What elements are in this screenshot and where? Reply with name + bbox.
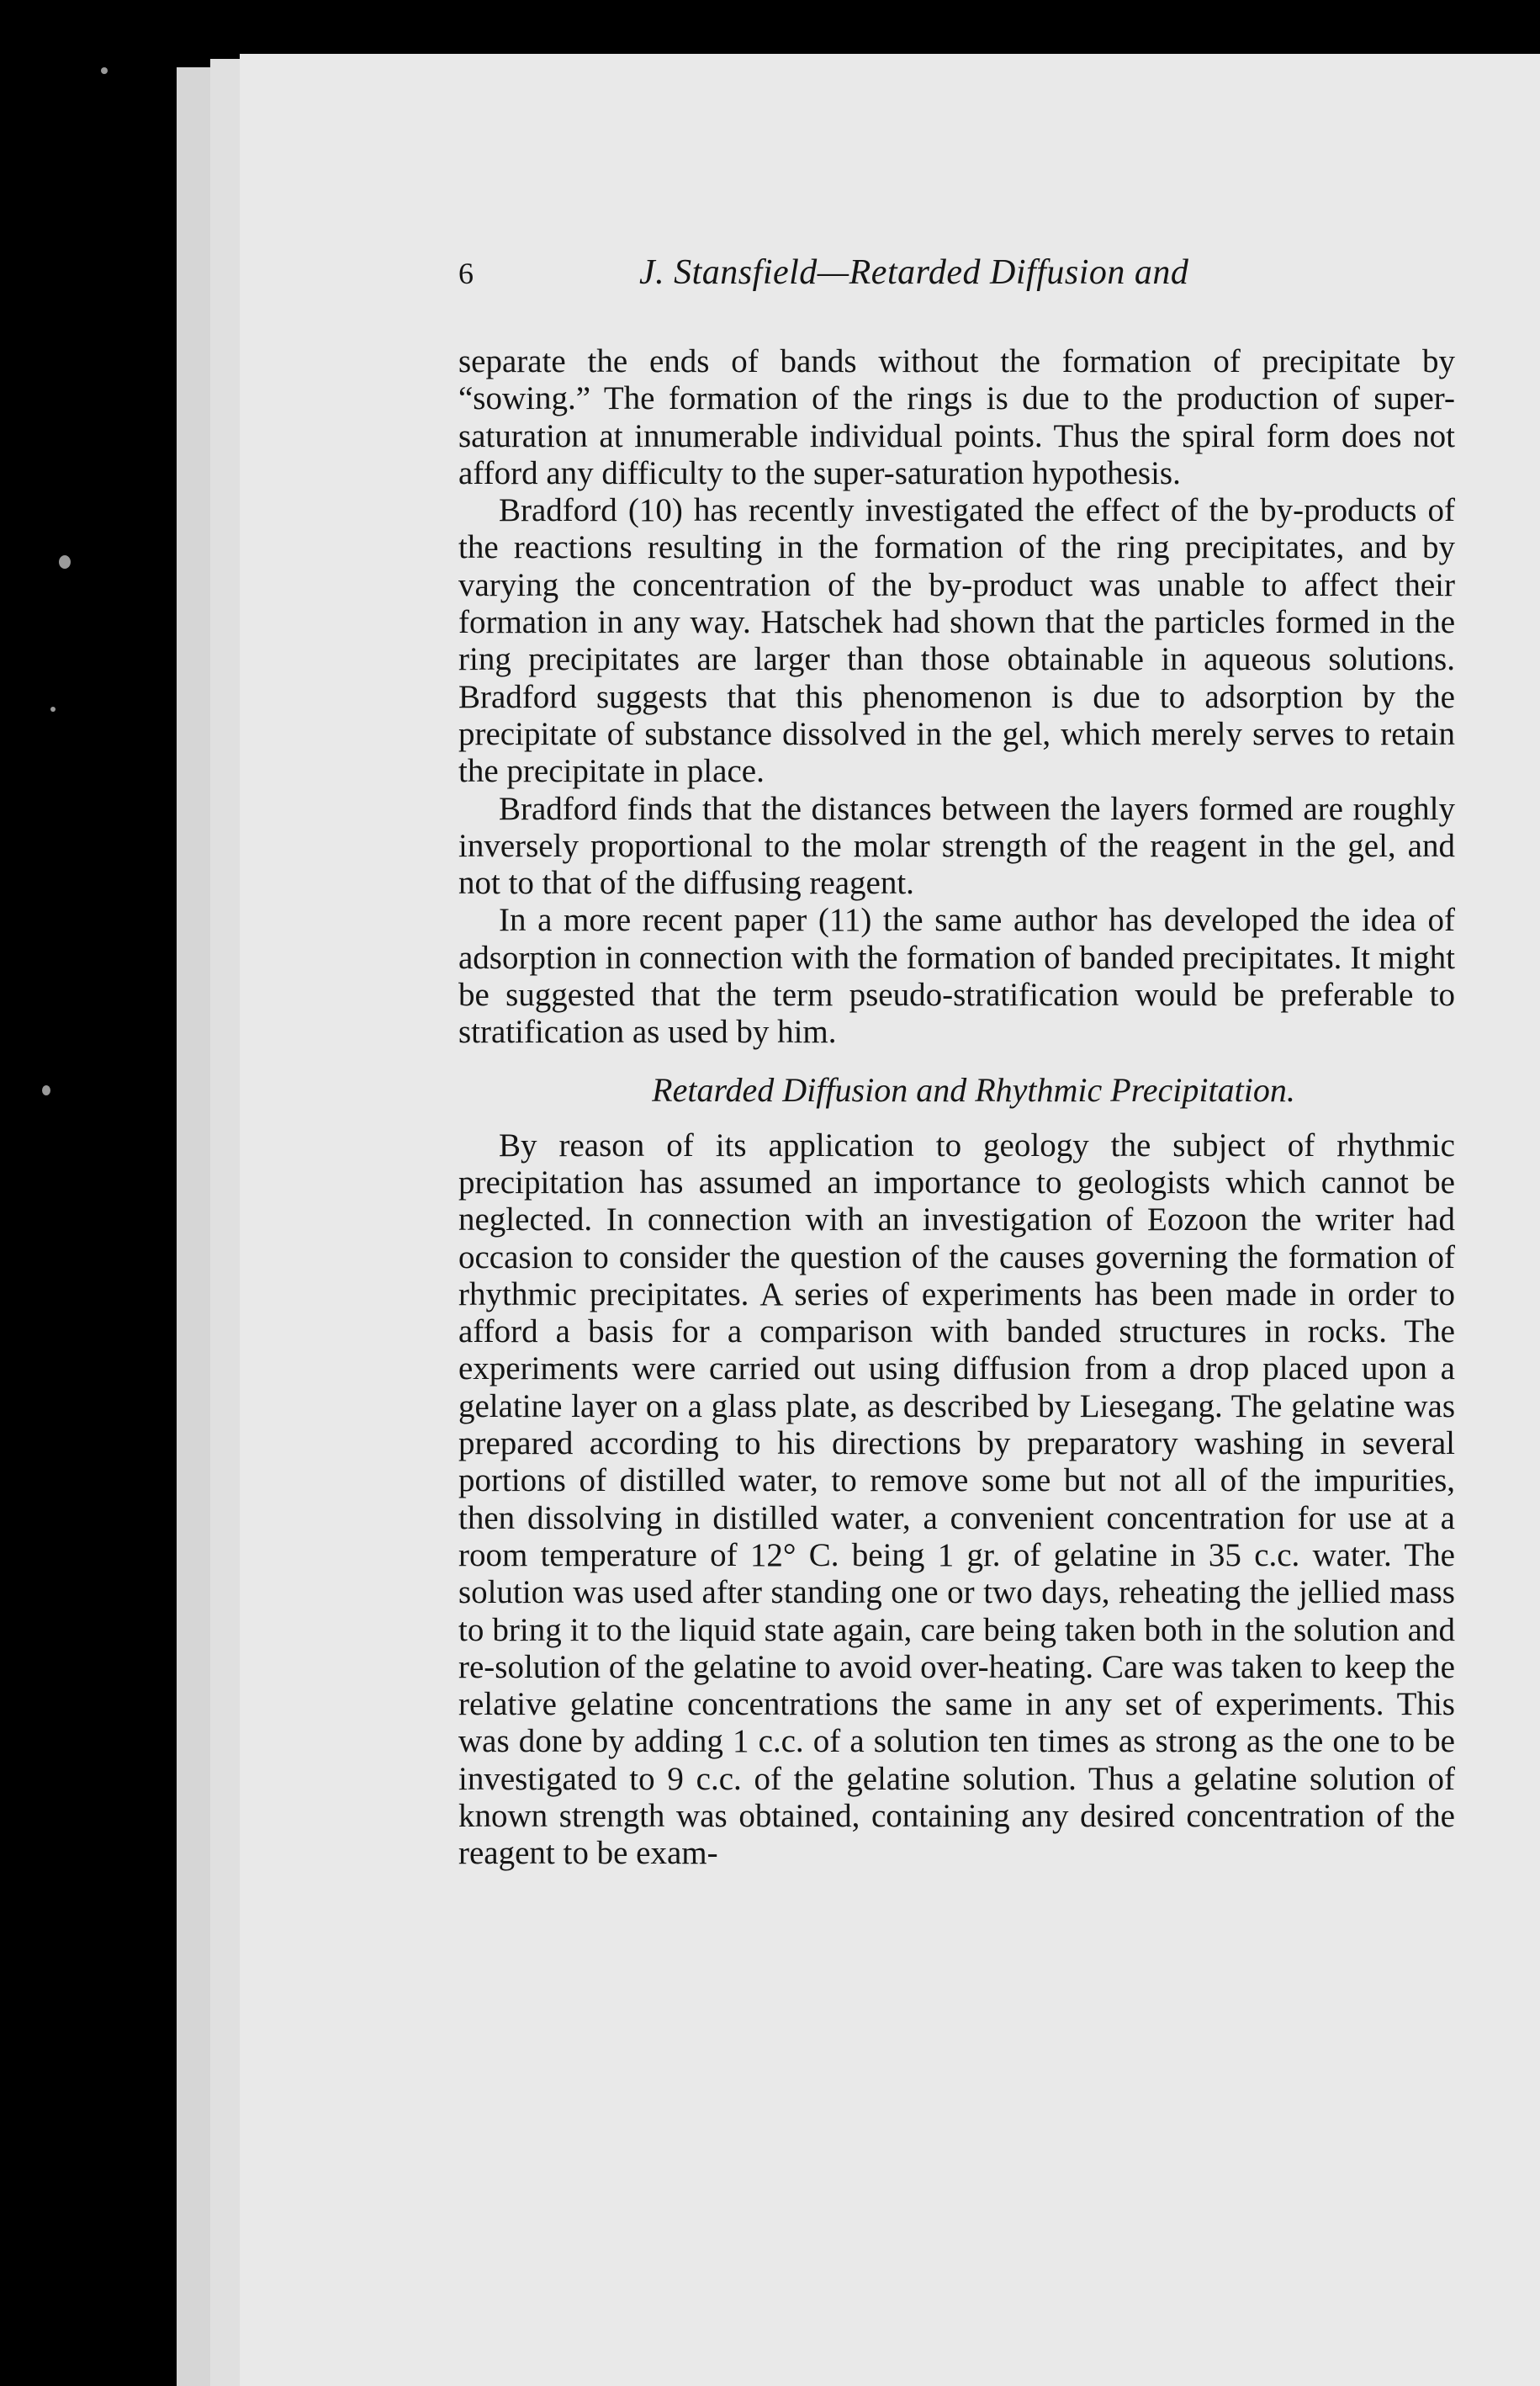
running-head [458,252,1455,320]
page-number: 6 [458,257,474,290]
page-text [458,252,1455,1873]
running-head-title: J. Stansfield—Retarded Diffusion and [639,253,1189,292]
section-heading: Retarded Diffusion and Rhythmic Precipitation. [652,1070,1295,1109]
scan-speck [42,1085,50,1095]
paragraph: Bradford finds that the distances between the layers formed are roughly inversely proportional to the molar strength of the reagent in the gel, and not to that of the diffusing reagent. [458,790,1455,902]
paragraph: By reason of its application to geology the subject of rhythmic precipitation has assumed an importance to geologists which cannot be neglected. In connection with an investigation of Eozoon the writer had occasion to consider the question of the causes governing the formation of rhythmic precipitates. A series of experiments has been made in order to afford a basis for a comparison with banded structures in rocks. The experiments were carried out using diffusion from a drop placed upon a gelatine layer on a glass plate, as described by Liesegang. The gelatine was prepared according to his directions by preparatory washing in several portions of distilled water, to remove some but not all of the impurities, then dissolving in distilled water, a convenient concentration for use at a room temperature of 12° C. being 1 gr. of gelatine in 35 c.c. water. The solution was used after standing one or two days, reheating the jellied mass to bring it to the liquid state again, care being taken both in the solution and re-solution of the gelatine to avoid over-heating. Care was taken to keep the relative gelatine concentrations the same in any set of experiments. This was done by adding 1 c.c. of a solution ten times as strong as the one to be investigated to 9 c.c. of the gelatine solution. Thus a gelatine solution of known strength was obtained, containing any desired concentration of the reagent to be exam- [458,1127,1455,1872]
scan-speck [50,707,56,712]
paragraph: Bradford (10) has recently investigated the effect of the by-products of the reactions resulting in the formation of the ring precipitates, and by varying the concentration of the by-product was unable to affect their formation in any way. Hatschek had shown that the particles formed in the ring precipitates are larger than those obtainable in aqueous solutions. Bradford suggests that this phenomenon is due to adsorption by the precipitate of substance dissolved in the gel, which merely serves to retain the precipitate in place. [458,492,1455,790]
scan-speck [101,67,108,74]
paragraph: In a more recent paper (11) the same author has developed the idea of adsorption in connection with the formation of banded precipitates. It might be suggested that the term pseudo-stratification would be preferable to stratification as used by him. [458,902,1455,1051]
paragraph: separate the ends of bands without the formation of precipitate by “sowing.” The formation of the rings is due to the production of super-saturation at innumerable individual points. Thus the spiral form does not afford any difficulty to the super-saturation hypothesis. [458,343,1455,491]
scan-speck [59,555,71,569]
